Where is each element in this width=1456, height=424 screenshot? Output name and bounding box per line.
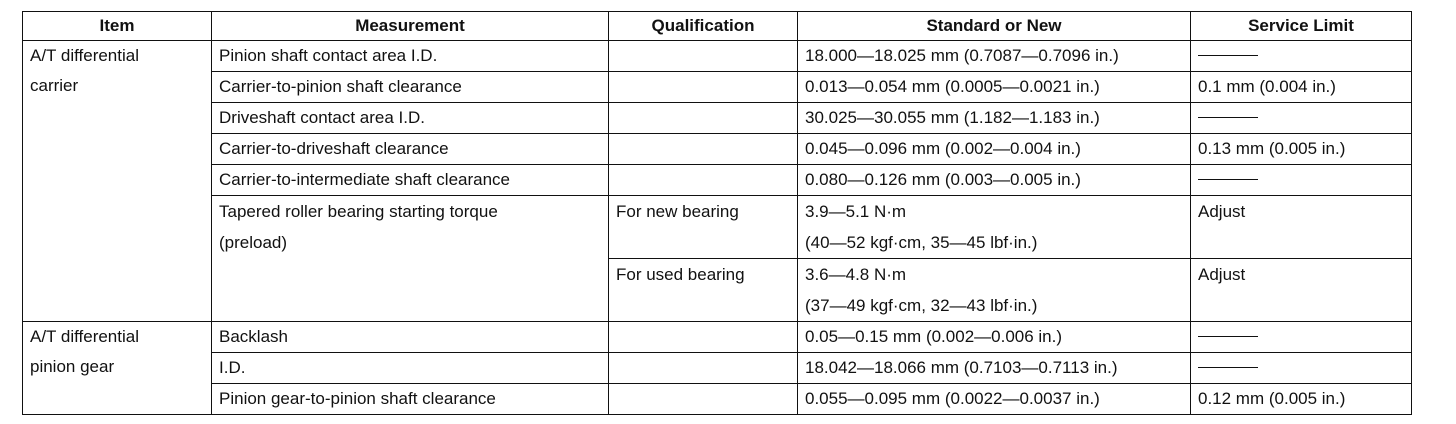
standard-cell: 18.042—18.066 mm (0.7103—0.7113 in.) xyxy=(798,353,1191,384)
measurement-cell: Pinion shaft contact area I.D. xyxy=(212,41,609,72)
limit-cell xyxy=(1191,353,1412,384)
table-row xyxy=(23,41,1412,72)
table-row xyxy=(23,322,1412,353)
standard-used-line1: 3.6—4.8 N·m xyxy=(805,265,907,284)
standard-cell: 30.025—30.055 mm (1.182—1.183 in.) xyxy=(798,103,1191,134)
qualification-cell xyxy=(609,103,798,134)
measurement-cell: Driveshaft contact area I.D. xyxy=(212,103,609,134)
header-service-limit: Service Limit xyxy=(1191,12,1412,41)
item-label-line2: pinion gear xyxy=(30,357,115,376)
table-row xyxy=(23,103,1412,134)
limit-cell: 0.13 mm (0.005 in.) xyxy=(1191,134,1412,165)
qualification-cell-used: For used bearing xyxy=(609,259,798,322)
limit-cell xyxy=(1191,103,1412,134)
measurement-cell-preload xyxy=(212,196,609,322)
qualification-cell xyxy=(609,353,798,384)
measurement-cell: Pinion gear-to-pinion shaft clearance xyxy=(212,384,609,415)
header-qualification: Qualification xyxy=(609,12,798,41)
limit-cell-new: Adjust xyxy=(1191,196,1412,259)
limit-cell: 0.1 mm (0.004 in.) xyxy=(1191,72,1412,103)
table-row xyxy=(23,384,1412,415)
standard-cell: 0.045—0.096 mm (0.002—0.004 in.) xyxy=(798,134,1191,165)
header-row xyxy=(23,12,1412,41)
table-row xyxy=(23,165,1412,196)
header-item: Item xyxy=(23,12,212,41)
preload-label-line1: Tapered roller bearing starting torque xyxy=(219,202,498,221)
measurement-cell: I.D. xyxy=(212,353,609,384)
table-row xyxy=(23,353,1412,384)
standard-cell: 0.055—0.095 mm (0.0022—0.0037 in.) xyxy=(798,384,1191,415)
no-limit-dash xyxy=(1198,55,1258,56)
limit-cell xyxy=(1191,165,1412,196)
no-limit-dash xyxy=(1198,179,1258,180)
standard-cell: 0.05—0.15 mm (0.002—0.006 in.) xyxy=(798,322,1191,353)
measurement-cell: Carrier-to-intermediate shaft clearance xyxy=(212,165,609,196)
no-limit-dash xyxy=(1198,336,1258,337)
spec-table-wrapper xyxy=(22,11,1412,415)
item-cell xyxy=(23,322,212,415)
header-standard: Standard or New xyxy=(798,12,1191,41)
limit-cell xyxy=(1191,41,1412,72)
qualification-cell xyxy=(609,322,798,353)
standard-cell: 0.080—0.126 mm (0.003—0.005 in.) xyxy=(798,165,1191,196)
preload-label-line2: (preload) xyxy=(219,233,288,252)
limit-cell-used: Adjust xyxy=(1191,259,1412,322)
limit-cell: 0.12 mm (0.005 in.) xyxy=(1191,384,1412,415)
qualification-cell xyxy=(609,384,798,415)
measurement-cell: Carrier-to-pinion shaft clearance xyxy=(212,72,609,103)
measurement-cell: Backlash xyxy=(212,322,609,353)
standard-new-line2: (40—52 kgf·cm, 35—45 lbf·in.) xyxy=(805,233,1038,252)
no-limit-dash xyxy=(1198,367,1258,368)
standard-cell-new xyxy=(798,196,1191,259)
qualification-cell xyxy=(609,165,798,196)
header-measurement: Measurement xyxy=(212,12,609,41)
standard-cell: 18.000—18.025 mm (0.7087—0.7096 in.) xyxy=(798,41,1191,72)
no-limit-dash xyxy=(1198,117,1258,118)
item-label-line2: carrier xyxy=(30,76,79,95)
table-row xyxy=(23,72,1412,103)
item-cell xyxy=(23,41,212,322)
qualification-cell xyxy=(609,72,798,103)
qualification-cell xyxy=(609,134,798,165)
limit-cell xyxy=(1191,322,1412,353)
measurement-cell: Carrier-to-driveshaft clearance xyxy=(212,134,609,165)
item-label-line1: A/T differential xyxy=(30,327,139,346)
service-spec-table xyxy=(22,11,1412,415)
item-label-line1: A/T differential xyxy=(30,46,139,65)
qualification-cell-new: For new bearing xyxy=(609,196,798,259)
table-row xyxy=(23,134,1412,165)
qualification-cell xyxy=(609,41,798,72)
standard-new-line1: 3.9—5.1 N·m xyxy=(805,202,907,221)
standard-cell-used xyxy=(798,259,1191,322)
standard-used-line2: (37—49 kgf·cm, 32—43 lbf·in.) xyxy=(805,296,1038,315)
standard-cell: 0.013—0.054 mm (0.0005—0.0021 in.) xyxy=(798,72,1191,103)
